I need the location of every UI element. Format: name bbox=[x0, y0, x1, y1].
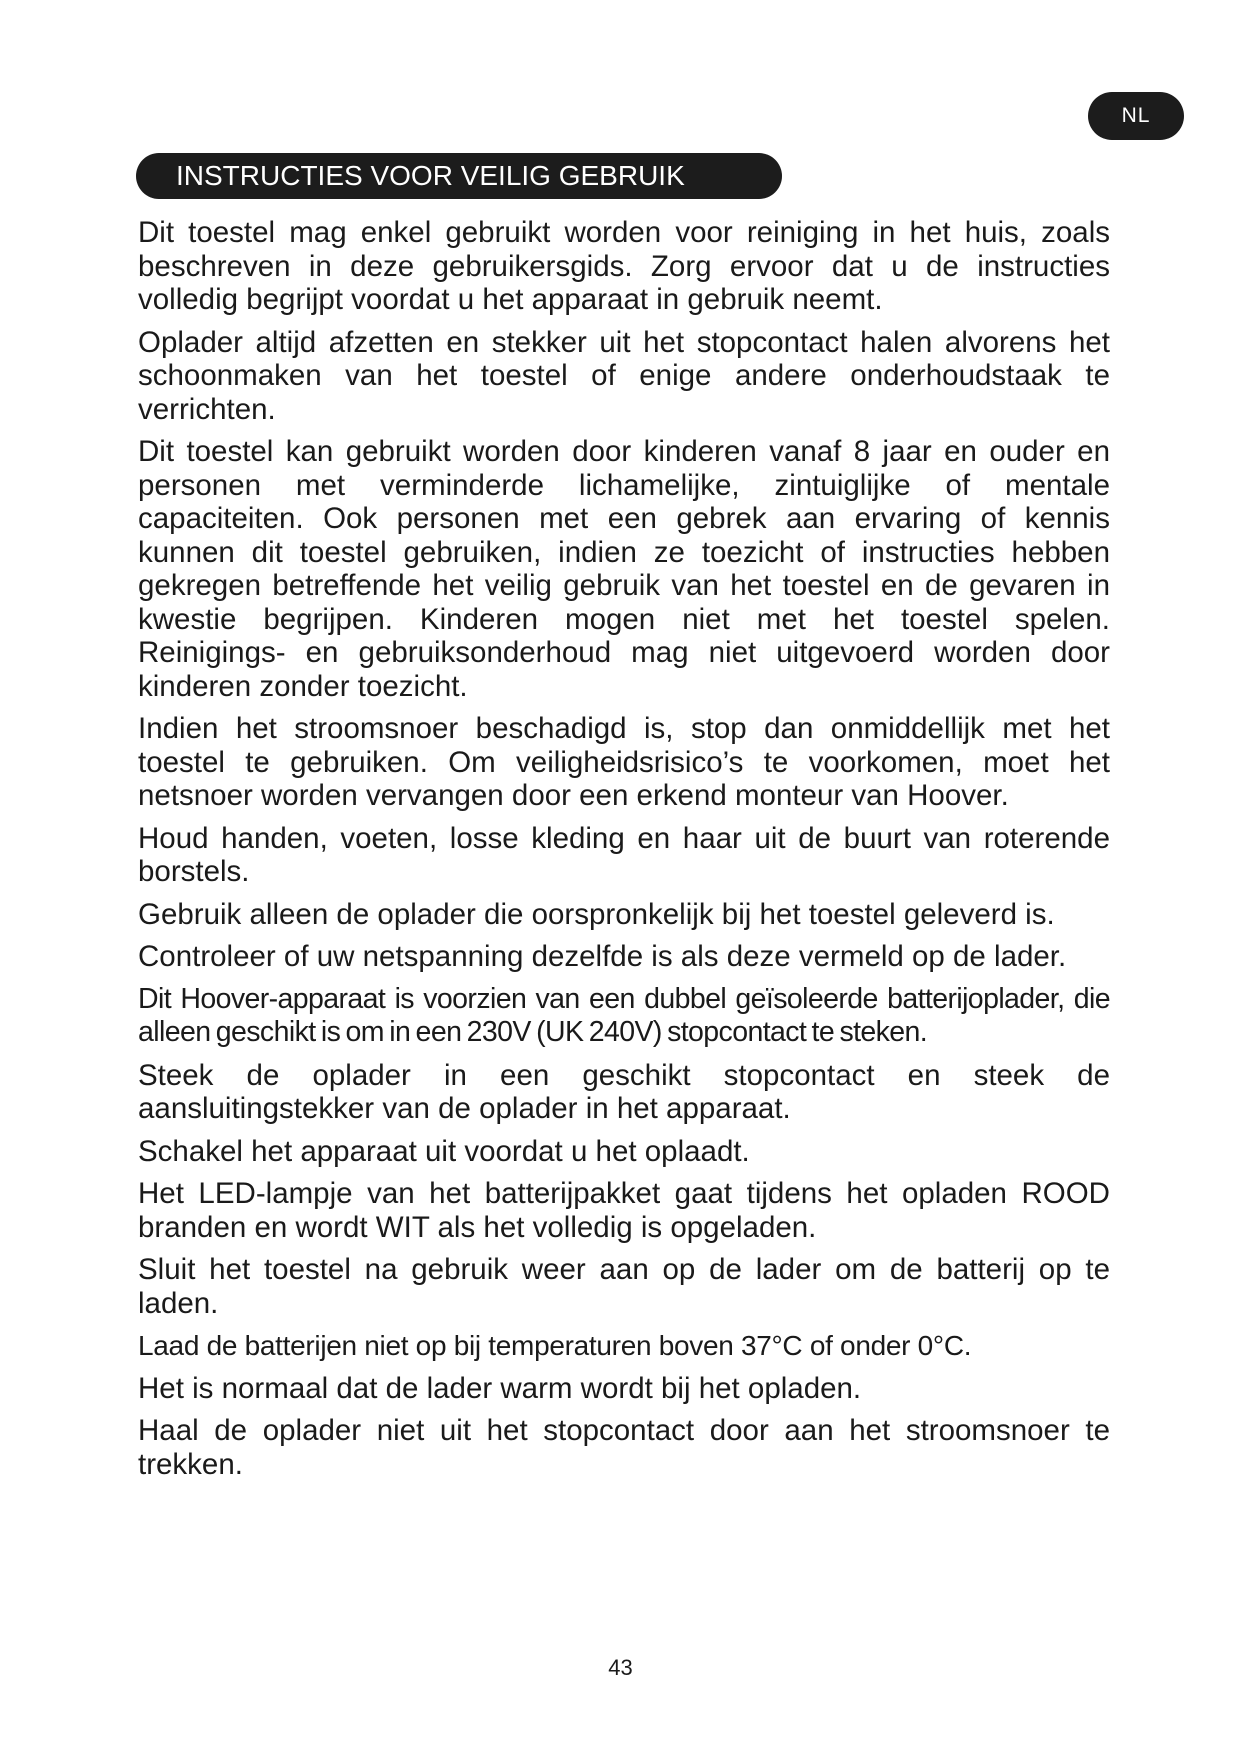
instruction-paragraph: Dit toestel kan gebruikt worden door kinderen vanaf 8 jaar en ouder en personen met verminderde lichamelijke, zintuiglijke of mentale capaciteiten. Ook personen met een gebrek aan ervaring of kennis kunnen dit toestel gebruiken, indien ze toezicht of instructies hebben gekregen betreffende het veilig gebruik van het toestel en de gevaren in kwestie begrijpen. Kinderen mogen niet met het toestel spelen. Reinigings- en gebruiksonderhoud mag niet uitgevoerd worden door kinderen zonder toezicht. bbox=[138, 435, 1110, 703]
instruction-paragraph: Sluit het toestel na gebruik weer aan op de lader om de batterij op te laden. bbox=[138, 1253, 1110, 1320]
instruction-paragraph: Oplader altijd afzetten en stekker uit het stopcontact halen alvorens het schoonmaken van het toestel of enige andere onderhoudstaak te verrichten. bbox=[138, 325, 1110, 426]
instruction-paragraph: Dit Hoover-apparaat is voorzien van een dubbel geïsoleerde batterijoplader, die alleen geschikt is om in een 230V (UK 240V) stopcontact te steken. bbox=[138, 982, 1110, 1048]
instruction-paragraph: Indien het stroomsnoer beschadigd is, stop dan onmiddellijk met het toestel te gebruiken. Om veiligheidsrisico’s te voorkomen, moet het netsnoer worden vervangen door een erkend monteur van Hoover. bbox=[138, 712, 1110, 812]
instruction-paragraph: Laad de batterijen niet op bij temperaturen boven 37°C of onder 0°C. bbox=[138, 1330, 972, 1361]
instruction-paragraph: Houd handen, voeten, losse kleding en haar uit de buurt van roterende borstels. bbox=[138, 821, 1110, 888]
language-badge: NL bbox=[1088, 92, 1184, 140]
instruction-paragraph: Steek de oplader in een geschikt stopcontact en steek de aansluitingstekker van de oplader in het apparaat. bbox=[138, 1058, 1110, 1125]
instruction-paragraph: Controleer of uw netspanning dezelfde is als deze vermeld op de lader. bbox=[138, 940, 1067, 973]
instruction-paragraph: Haal de oplader niet uit het stopcontact door aan het stroomsnoer te trekken. bbox=[138, 1414, 1110, 1481]
section-title: INSTRUCTIES VOOR VEILIG GEBRUIK bbox=[136, 153, 782, 199]
page-number: 43 bbox=[608, 1655, 633, 1680]
instruction-paragraph: Schakel het apparaat uit voordat u het oplaadt. bbox=[138, 1134, 750, 1168]
instruction-paragraph: Het LED-lampje van het batterijpakket gaat tijdens het opladen ROOD branden en wordt WIT als het volledig is opgeladen. bbox=[138, 1177, 1110, 1244]
instruction-paragraph: Gebruik alleen de oplader die oorspronkelijk bij het toestel geleverd is. bbox=[138, 897, 1055, 931]
safety-instructions bbox=[138, 216, 1110, 1490]
instruction-paragraph: Dit toestel mag enkel gebruikt worden voor reiniging in het huis, zoals beschreven in deze gebruikersgids. Zorg ervoor dat u de instructies volledig begrijpt voordat u het apparaat in gebruik neemt. bbox=[138, 216, 1110, 316]
instruction-paragraph: Het is normaal dat de lader warm wordt bij het opladen. bbox=[138, 1371, 862, 1405]
